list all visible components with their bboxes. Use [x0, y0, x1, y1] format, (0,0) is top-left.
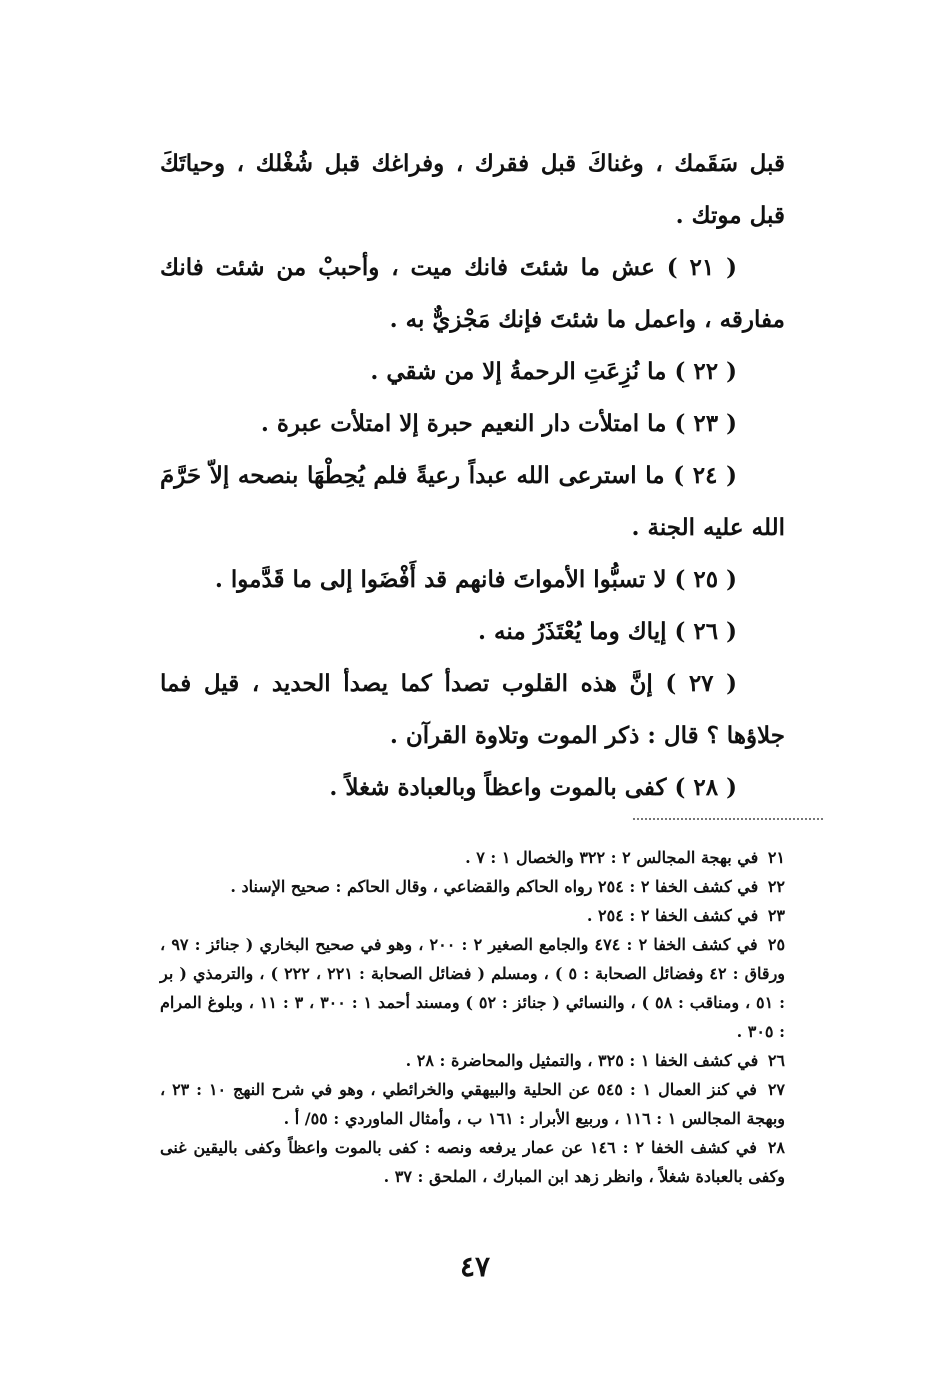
footnote-21	[160, 843, 785, 872]
paragraph-26: ( ٢٦ ) إياك وما يُعْتَذَرُ منه .	[478, 618, 737, 645]
footnote-text: في كشف الخفا ٢ : ٤٧٤ والجامع الصغير ٢ : ٢٠٠ ، وهو في صحيح البخاري ( جنائز : ٩٧ ، ورقاق : ٤٢ وفضائل الصحابة : ٥ ) ، ومسلم ( فضائل الصحابة : ٢٢١ ، ٢٢٢ ) ، والترمذي ( بر : ٥١ ، ومناقب : ٥٨ ) ، والنسائي ( جنائز : ٥٢ ) ومسند أحمد ١ : ٣٠٠ ، ٣ : ١١ ، وبلوغ المرام : ٣٠٥ .	[160, 935, 786, 1041]
footnote-22	[160, 872, 785, 901]
paragraph-28: ( ٢٨ ) كفى بالموت واعظاً وبالعبادة شغلاً .	[329, 774, 737, 801]
paragraph-22: ( ٢٢ ) ما نُزِعَتِ الرحمةُ إلا من شقي .	[370, 358, 737, 385]
paragraph-25: ( ٢٥ ) لا تسبُّوا الأمواتَ فانهم قد أَفْضَوا إلى ما قَدَّموا .	[214, 566, 737, 593]
footnote-text: في كشف الخفا ٢ : ١٤٦ عن عمار يرفعه ونصه : كفى بالموت واعظاً وكفى باليقين غنى وكفى بالعبادة شغلاً ، وانظر زهد ابن المبارك ، الملحق : ٣٧ .	[160, 1138, 785, 1186]
footnote-number: ٢١	[767, 848, 785, 867]
footnote-text: في كشف الخفا ٢ : ٢٥٤ .	[586, 906, 759, 925]
footnote-27	[160, 1075, 785, 1133]
footnote-number: ٢٣	[767, 906, 785, 925]
paragraph-23: ( ٢٣ ) ما امتلأت دار النعيم حبرة إلا امتلأت عبرة .	[260, 410, 737, 437]
footnote-separator	[633, 818, 823, 820]
footnote-26	[160, 1046, 785, 1075]
paragraph-27: ( ٢٧ ) إنَّ هذه القلوب تصدأ كما يصدأ الحديد ، قيل فما جلاؤها ؟ قال : ذكر الموت وتلاوة القرآن .	[160, 670, 785, 749]
footnote-number: ٢٢	[767, 877, 785, 896]
footnote-text: في كنز العمال ١ : ٥٤٥ عن الحلية والبيهقي والخرائطي ، وهو في شرح النهج ١٠ : ٢٣ ، وبهجة المجالس ١ : ١١٦ ، وربيع الأبرار : ١٦١ ب ، وأمثال الماوردي : ٥٥/ أ .	[160, 1080, 785, 1128]
footnote-number: ٢٧	[767, 1080, 786, 1099]
footnote-number: ٢٦	[767, 1051, 785, 1070]
footnote-number: ٢٨	[767, 1138, 786, 1157]
footnote-28	[160, 1133, 785, 1191]
paragraph-24: ( ٢٤ ) ما استرعى الله عبداً رعيةً فلم يُحِطْهَا بنصحه إلاّ حَرَّمَ الله عليه الجنة .	[160, 462, 785, 541]
footnote-number: ٢٥	[767, 935, 786, 954]
footnote-25	[160, 930, 785, 1046]
footnote-23	[160, 901, 785, 930]
page-number: ٤٧	[459, 1250, 491, 1283]
footnote-text: في بهجة المجالس ٢ : ٣٢٢ والخصال ١ : ٧ .	[465, 848, 759, 867]
main-text	[160, 138, 785, 814]
footnote-text: في كشف الخفا ٢ : ٢٥٤ رواه الحاكم والقضاعي ، وقال الحاكم : صحيح الإسناد .	[230, 877, 759, 896]
footnotes	[160, 843, 785, 1191]
paragraph-intro: قبل سَقَمك ، وغناكَ قبل فقرك ، وفراغك قبل شُغْلك ، وحياتَكَ قبل موتك .	[160, 150, 785, 229]
footnote-text: في كشف الخفا ١ : ٣٢٥ ، والتمثيل والمحاضرة : ٢٨ .	[405, 1051, 759, 1070]
paragraph-21: ( ٢١ ) عش ما شئتَ فانك ميت ، وأحببْ من شئت فانك مفارقه ، واعمل ما شئتَ فإنك مَجْزيٌّ به .	[160, 254, 785, 333]
